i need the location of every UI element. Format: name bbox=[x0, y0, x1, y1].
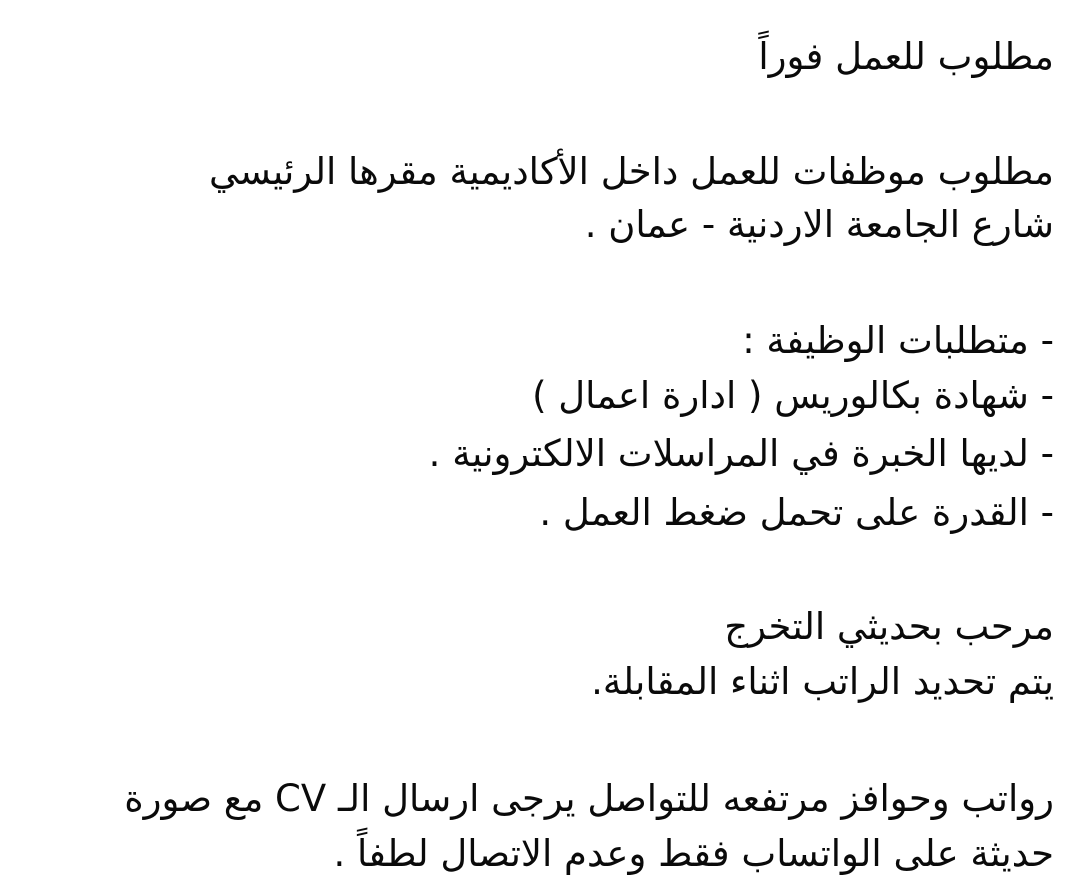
intro-line-2: شارع الجامعة الاردنية - عمان . bbox=[584, 203, 1054, 246]
closing-line-2: حديثة على الواتساب فقط وعدم الاتصال لطفاً . bbox=[333, 832, 1054, 875]
posting-title: مطلوب للعمل فوراً bbox=[758, 35, 1054, 78]
note-graduates: مرحب بحديثي التخرج bbox=[724, 605, 1054, 648]
requirement-item-pressure: - القدرة على تحمل ضغط العمل . bbox=[539, 491, 1054, 534]
requirements-heading: - متطلبات الوظيفة : bbox=[742, 319, 1054, 362]
closing-line-1: رواتب وحوافز مرتفعه للتواصل يرجى ارسال الـ CV مع صورة bbox=[124, 777, 1054, 820]
intro-line-1: مطلوب موظفات للعمل داخل الأكاديمية مقرها الرئيسي bbox=[208, 150, 1054, 193]
requirement-item-experience: - لديها الخبرة في المراسلات الالكترونية . bbox=[428, 432, 1054, 475]
requirement-item-degree: - شهادة بكالوريس ( ادارة اعمال ) bbox=[532, 374, 1054, 417]
note-salary: يتم تحديد الراتب اثناء المقابلة. bbox=[591, 660, 1054, 703]
